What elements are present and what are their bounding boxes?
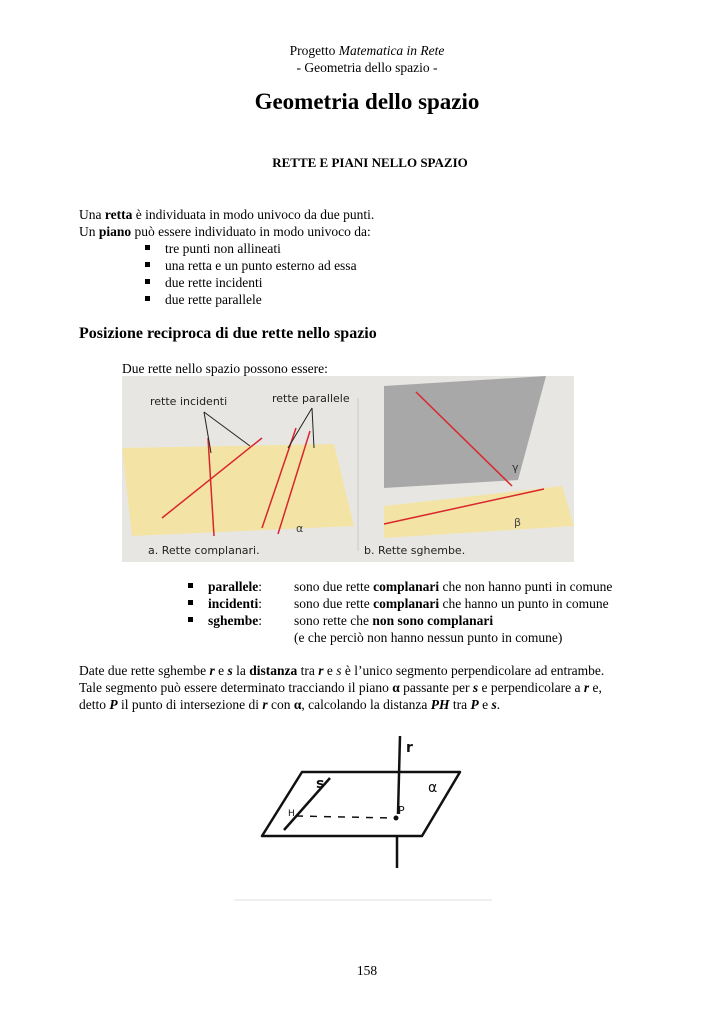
label-P: P — [398, 804, 405, 817]
definition-desc — [294, 612, 493, 629]
list-item-text: una retta e un punto esterno ad essa — [165, 258, 357, 273]
text: sono due rette — [294, 579, 374, 594]
text: è l’unico segmento perpendicolare ad entrambe. — [341, 663, 605, 678]
var-r: r — [262, 697, 268, 712]
var-r: r — [209, 663, 215, 678]
page-number: 158 — [356, 963, 378, 978]
var-s: s — [227, 663, 233, 678]
text: e — [478, 697, 492, 712]
text: passante per — [399, 680, 473, 695]
text: e — [214, 663, 228, 678]
var-PH: PH — [430, 697, 450, 712]
var-r: r — [318, 663, 324, 678]
bullet-icon — [188, 617, 193, 622]
term-retta: retta — [104, 207, 133, 222]
text: che hanno un punto in comune — [439, 596, 609, 611]
header-line-1 — [0, 43, 724, 59]
text: e — [323, 663, 337, 678]
figure-rette-complanari-sghembe — [122, 376, 574, 562]
text: Una — [79, 207, 105, 222]
label-rette-parallele: rette parallele — [272, 392, 350, 405]
list-item — [144, 274, 357, 291]
distance-paragraph — [79, 662, 699, 713]
text: sono rette che — [294, 613, 373, 628]
line-r-upper — [398, 736, 400, 814]
text: Date due rette sghembe — [79, 663, 210, 678]
text: è individuata in modo univoco da due punti. — [132, 207, 375, 222]
label-s: s — [316, 776, 325, 792]
term-text: sghembe — [208, 613, 259, 628]
text: con — [267, 697, 294, 712]
var-r: r — [583, 680, 590, 695]
bullet-icon — [188, 583, 193, 588]
paragraph-line-3 — [79, 696, 699, 713]
definition-term — [208, 595, 262, 612]
term-text: parallele — [208, 579, 259, 594]
section-intro: Due rette nello spazio possono essere: — [122, 361, 328, 376]
definition-desc — [294, 595, 609, 612]
var-alpha: α — [293, 697, 302, 712]
var-P: P — [470, 697, 479, 712]
label-r: r — [406, 740, 413, 756]
text: Tale segmento può essere determinato tracciando il piano — [79, 680, 393, 695]
label-beta: β — [514, 516, 522, 529]
text-bold: non sono complanari — [372, 613, 494, 628]
definition-term — [208, 612, 262, 629]
list-item — [144, 240, 357, 257]
var-s: s — [472, 680, 479, 695]
text: e perpendicolare a — [478, 680, 584, 695]
bullet-icon — [145, 296, 150, 301]
text: la — [232, 663, 250, 678]
plane-conditions-list — [144, 240, 357, 308]
list-item — [144, 291, 357, 308]
label-gamma: γ — [512, 461, 519, 474]
text-bold: complanari — [373, 579, 440, 594]
var-s: s — [491, 697, 497, 712]
term-text: incidenti — [208, 596, 259, 611]
text: detto — [79, 697, 110, 712]
caption-a: a. Rette complanari. — [148, 544, 260, 557]
text: . — [496, 697, 501, 712]
section-subtitle: RETTE E PIANI NELLO SPAZIO — [272, 155, 468, 170]
header-prefix: Progetto — [289, 43, 336, 58]
bullet-icon — [145, 245, 150, 250]
list-item-text: tre punti non allineati — [165, 241, 281, 256]
text-bold: complanari — [373, 596, 440, 611]
page-title: Geometria dello spazio — [254, 89, 480, 114]
text: il punto di intersezione di — [117, 697, 263, 712]
text: può essere individuato in modo univoco da: — [131, 224, 371, 239]
label-rette-incidenti: rette incidenti — [150, 395, 228, 408]
paragraph-line-2 — [79, 679, 699, 696]
text: sono due rette — [294, 596, 374, 611]
term-distanza: distanza — [249, 663, 298, 678]
definition-note: (e che perciò non hanno nessun punto in comune) — [294, 630, 563, 645]
text: e, — [589, 680, 602, 695]
intro-line-2 — [79, 223, 371, 240]
term-sep: : — [258, 579, 263, 594]
text: , calcolando la distanza — [301, 697, 431, 712]
term-sep: : — [258, 596, 263, 611]
var-s: s — [336, 663, 342, 678]
label-H: H — [288, 809, 295, 819]
header-project-name: Matematica in Rete — [338, 43, 445, 58]
text: Un — [79, 224, 99, 239]
section-heading: Posizione reciproca di due rette nello spazio — [79, 325, 377, 342]
segment-PH — [296, 816, 392, 818]
intro-line-1 — [79, 206, 374, 223]
list-item-text: due rette parallele — [165, 292, 262, 307]
header-line-2: - Geometria dello spazio - — [296, 60, 438, 75]
paragraph-line-1 — [79, 662, 699, 679]
figure-distanza-PH — [232, 718, 494, 902]
var-P: P — [109, 697, 118, 712]
term-sep: : — [258, 613, 263, 628]
definition-desc — [294, 578, 612, 595]
var-alpha: α — [392, 680, 400, 695]
list-item — [144, 257, 357, 274]
text: tra — [297, 663, 319, 678]
bullet-icon — [145, 279, 150, 284]
list-item-text: due rette incidenti — [165, 275, 263, 290]
text: tra — [449, 697, 471, 712]
term-piano: piano — [98, 224, 132, 239]
text: che non hanno punti in comune — [439, 579, 613, 594]
definition-term — [208, 578, 262, 595]
label-alpha: α — [428, 780, 438, 796]
bullet-icon — [145, 262, 150, 267]
caption-b: b. Rette sghembe. — [364, 544, 466, 557]
label-alpha: α — [296, 522, 304, 535]
bullet-icon — [188, 600, 193, 605]
